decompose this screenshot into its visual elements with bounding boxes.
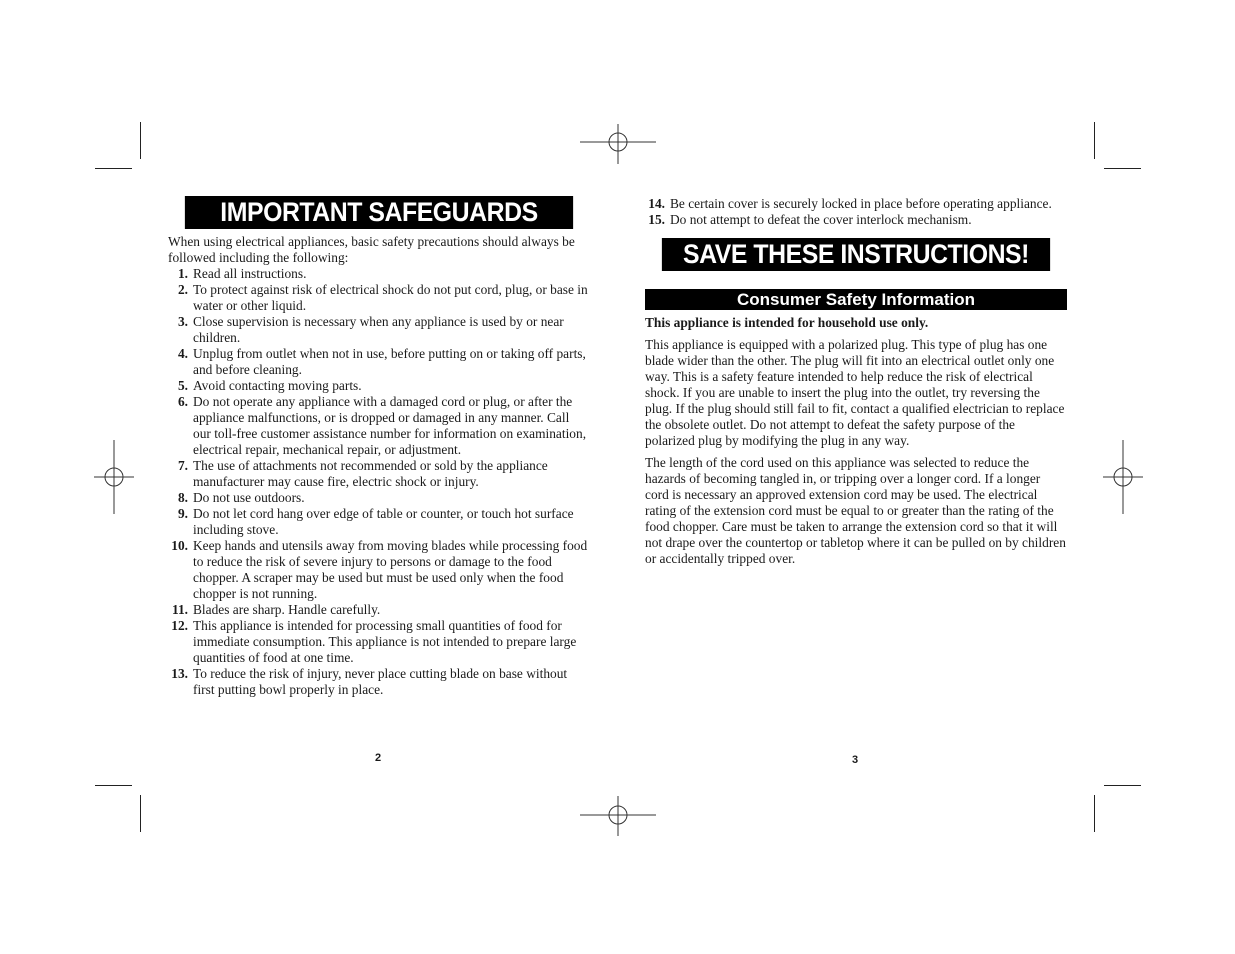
crop-mark bbox=[1094, 122, 1095, 159]
list-item: 8. Do not use outdoors. bbox=[177, 490, 305, 505]
page-number-left: 2 bbox=[375, 752, 382, 764]
intro-text: When using electrical appliances, basic safety precautions should always be followed including the following: bbox=[168, 234, 575, 265]
crop-mark bbox=[1104, 168, 1141, 169]
list-item: 1. Read all instructions. bbox=[177, 266, 307, 281]
crop-mark bbox=[95, 785, 132, 786]
crop-mark bbox=[1094, 795, 1095, 832]
list-item: 10. Keep hands and utensils away from moving blades while processing food to reduce the risk of severe injury to persons or damage to the food chopper. A scraper may be used but must be used only when the food chopper is not running. bbox=[171, 538, 588, 601]
list-item: 15. Do not attempt to defeat the cover interlock mechanism. bbox=[648, 212, 972, 227]
list-item: 12. This appliance is intended for processing small quantities of food for immediate consumption. This appliance is not intended to prepare large quantities of food at one time. bbox=[171, 618, 577, 665]
polarized-plug-paragraph: This appliance is equipped with a polarized plug. This type of plug has one blade wider than the other. The plug will fit into an electrical outlet only one way. This is a safety feature intended to help reduce the risk of electrical shock. If you are unable to insert the plug into the outlet, try reversing the plug. If the plug should still fail to fit, contact a qualified electrician to replace the obsolete outlet. Do not attempt to defeat the safety purpose of the polarized plug by modifying the plug in any way. bbox=[645, 337, 1065, 448]
crop-mark bbox=[1104, 785, 1141, 786]
list-item: 5. Avoid contacting moving parts. bbox=[177, 378, 362, 393]
list-item: 11. Blades are sharp. Handle carefully. bbox=[172, 602, 381, 617]
list-item: 3. Close supervision is necessary when any appliance is used by or near children. bbox=[177, 314, 564, 345]
household-note: This appliance is intended for household use only. bbox=[645, 315, 929, 330]
list-item: 13. To reduce the risk of injury, never place cutting blade on base without first putting bowl properly in place. bbox=[171, 666, 568, 697]
registration-mark-icon bbox=[580, 796, 656, 836]
save-instructions-heading: SAVE THESE INSTRUCTIONS! bbox=[662, 238, 1050, 271]
list-item: 6. Do not operate any appliance with a damaged cord or plug, or after the appliance malfunctions, or is dropped or damaged in any manner. Call our toll-free customer assistance number for information on examination, electrical repair, mechanical repair, or adjustment. bbox=[177, 394, 587, 457]
list-item: 14. Be certain cover is securely locked in place before operating appliance. bbox=[648, 196, 1052, 211]
registration-mark-icon bbox=[1103, 440, 1143, 514]
list-item: 7. The use of attachments not recommended or sold by the appliance manufacturer may cause fire, electric shock or injury. bbox=[177, 458, 548, 489]
right-page bbox=[645, 196, 1067, 567]
registration-mark-icon bbox=[580, 124, 656, 164]
crop-mark bbox=[140, 795, 141, 832]
cord-length-paragraph: The length of the cord used on this appliance was selected to reduce the hazards of becoming tangled in, or tripping over a longer cord. If a longer cord is necessary an approved extension cord may be used. The electrical rating of the extension cord must be equal to or greater than the rating of the food chopper. Care must be taken to arrange the extension cord so that it will not drape over the countertop or tabletop where it can be pulled on by children or accidentally tripped over. bbox=[645, 455, 1066, 566]
page-number-right: 3 bbox=[852, 754, 859, 766]
list-item: 9. Do not let cord hang over edge of table or counter, or touch hot surface including stove. bbox=[177, 506, 574, 537]
left-page bbox=[168, 196, 590, 698]
important-safeguards-heading: IMPORTANT SAFEGUARDS bbox=[185, 196, 573, 229]
consumer-safety-heading: Consumer Safety Information bbox=[645, 289, 1067, 310]
safeguards-list bbox=[168, 266, 590, 698]
crop-mark bbox=[140, 122, 141, 159]
crop-mark bbox=[95, 168, 132, 169]
list-item: 4. Unplug from outlet when not in use, before putting on or taking off parts, and before cleaning. bbox=[177, 346, 586, 377]
registration-mark-icon bbox=[94, 440, 134, 514]
safeguards-list-continued bbox=[645, 196, 1067, 228]
list-item: 2. To protect against risk of electrical shock do not put cord, plug, or base in water or other liquid. bbox=[177, 282, 588, 313]
